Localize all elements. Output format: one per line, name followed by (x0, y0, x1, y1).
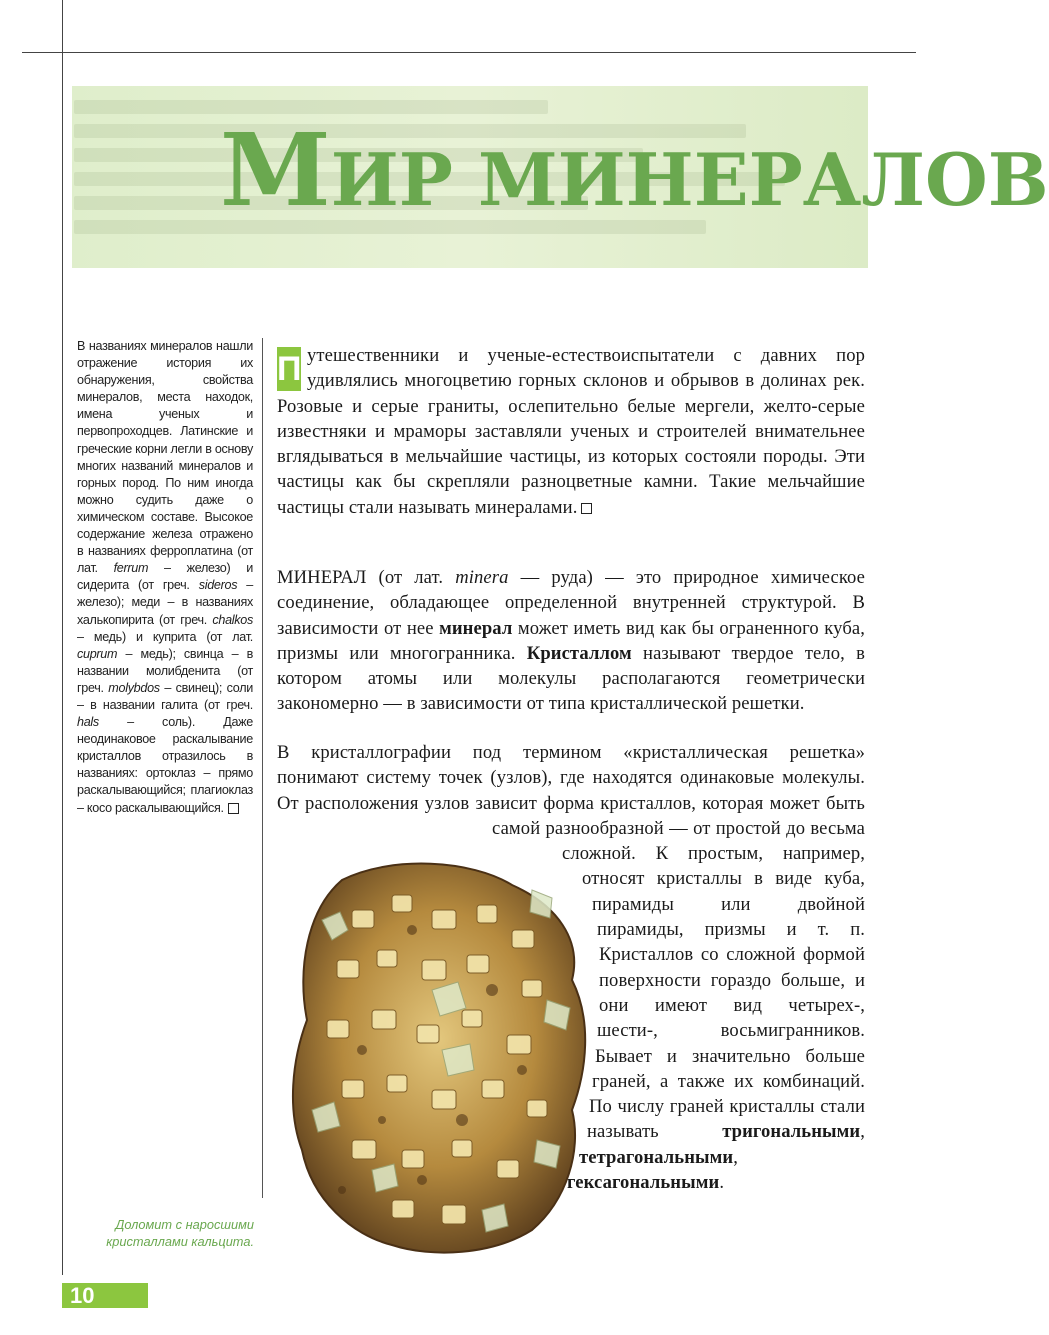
definition-text: МИНЕРАЛ (от лат. (277, 567, 456, 588)
sidebar-divider (262, 338, 263, 1198)
top-rule (22, 52, 916, 53)
lattice-text: . (719, 1172, 725, 1194)
sidebar-text-part: – соль). Даже неодинаковое раскалывание кристаллов отразилось в названиях: ортоклаз – прямо раскалывающийся; плагиоклаз – косо раскалывающийся. (77, 715, 253, 815)
term-trigonal: тригональными (722, 1121, 861, 1143)
sidebar-text-part: В названиях минералов нашли отражение история их обнаружения, свойства минералов, места находок, имена ученых и первопроходцев. Латинские и греческие корни легли в основу многих названий минералов и горных пород. По ним иногда можно судить даже о химическом составе. Высокое содержание железа отражено в названиях ферроплатина (от лат. (77, 339, 253, 576)
term-hexagonal: гексагональными (567, 1172, 720, 1194)
lattice-text: В кристаллографии под термином «кристаллическая решетка» понимают систему точек (узлов), где находятся одинаковые молекулы. От расположения узлов зависит форма кристаллов, которая может быть самой разнообразной — от простой до весьма сложной. К простым, например, относят кристаллы в виде куба, пирамиды или двойной пирамиды, призмы и т. п. Кристаллов со сложной формой поверхности гораздо больше, и они имеют вид четырех-, шести-, восьмигранников. Бывает и значительно больше граней, а также их комбинаций. По числу граней кристаллы стали называть (277, 742, 865, 1143)
definition-text: называют твердое тело, в котором атомы или молекулы располагаются геометрически закономерно — в зависимости от типа кристаллической решетки. (277, 642, 865, 715)
definition-text: может иметь вид как бы ограненного куба, призмы или многогранника. (277, 617, 865, 664)
term-tetragonal: тетрагональными (579, 1146, 734, 1168)
photo-caption: Доломит с наросшими кристаллами кальцита. (106, 1217, 254, 1249)
greek-term: molybdos (108, 680, 160, 695)
title-rest: ИР МИНЕРАЛОВ (330, 137, 1049, 222)
sidebar-text-part: – железо); меди – в названиях халькопирита (от греч. (77, 578, 253, 627)
end-of-section-icon (581, 503, 592, 514)
mineral-definition-paragraph (277, 565, 865, 717)
greek-term: chalkos (212, 612, 253, 627)
sidebar-text-part: – свинец); соли – в названии галита (от греч. (77, 680, 253, 712)
title-initial: М (220, 111, 331, 229)
sidebar-text (77, 338, 253, 817)
sidebar-text-part: – медь) и куприта (от лат. (77, 629, 253, 644)
definition-text: — руда) — это природное химическое соединение, обладающее определенной внутренней структурой. В зависимости от нее (277, 567, 865, 639)
latin-term: ferrum (113, 561, 149, 576)
term-mineral: минерал (439, 617, 513, 639)
page-title (220, 111, 1049, 229)
greek-term: hals (77, 715, 99, 730)
dolomite-calcite-photo (282, 850, 602, 1260)
greek-term: sideros (198, 578, 238, 593)
intro-paragraph (277, 343, 865, 520)
page-number: 10 (70, 1283, 95, 1308)
latin-term: minera (455, 567, 509, 588)
end-of-section-icon (228, 803, 239, 814)
intro-text: утешественники и ученые-естествоиспытатели с давних пор удивлялись многоцветию горных склонов и обрывов в долинах рек. Розовые и серые граниты, ослепительно белые мергели, желто-серые известняки и мраморы заставляли ученых и строителей внимательнее вглядываться в мельчайшие частицы, из которых состояли породы. Эти частицы как бы скрепляли разноцветные камни. Такие мельчайшие частицы стали называть минералами. (277, 345, 865, 518)
latin-term: cuprum (77, 646, 118, 661)
sidebar-text-part: – медь); свинца – в названии молибденита (от греч. (77, 646, 253, 695)
lattice-text: , (733, 1146, 738, 1168)
drop-cap: П (277, 347, 301, 391)
left-margin-rule (62, 0, 63, 1275)
term-crystal: Кристаллом (526, 642, 632, 664)
sidebar-text-part: – железо) и сидерита (от греч. (77, 561, 253, 593)
lattice-text: , (860, 1121, 865, 1143)
